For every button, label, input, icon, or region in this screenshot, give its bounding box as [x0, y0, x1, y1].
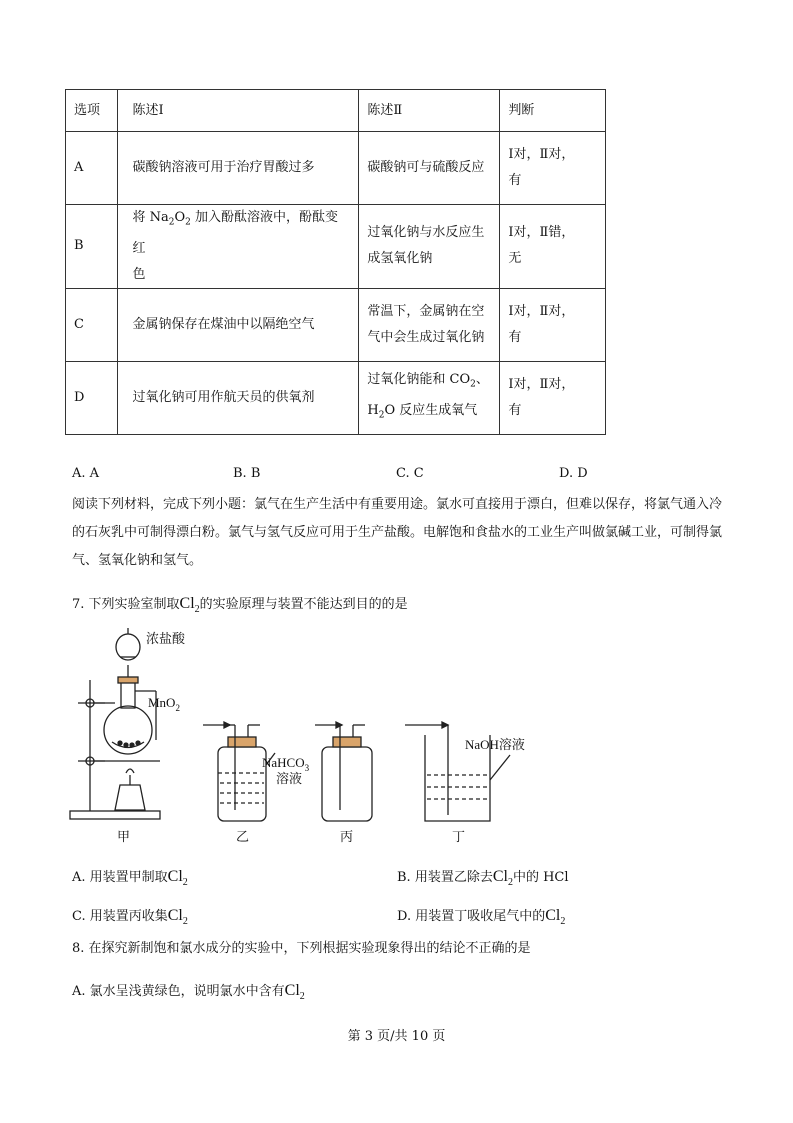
table-row — [66, 205, 606, 289]
page-footer: 第 3 页/共 10 页 — [347, 1029, 446, 1044]
table-header-row — [66, 90, 606, 132]
row-judgment: Ⅰ对，Ⅱ对， 有 — [500, 288, 606, 361]
q7-option-b[interactable]: B. 用装置乙除去$Cl_2$中的 HCl — [397, 868, 569, 889]
row-option: D — [66, 361, 118, 434]
row-option: B — [66, 205, 118, 289]
row-option: A — [66, 132, 118, 205]
q7-stem: 7. 下列实验室制取$Cl_2$的实验原理与装置不能达到目的的是 — [72, 595, 408, 616]
label-nahco3: NaHCO$_3$ — [262, 755, 310, 773]
label-mno2: MnO$_2$ — [148, 695, 180, 713]
alcohol-lamp — [115, 785, 145, 810]
label-ding: 丁 — [452, 829, 466, 844]
q7-option-c[interactable]: C. 用装置丙收集$Cl_2$ — [72, 907, 188, 928]
reading-material: 阅读下列材料，完成下列小题：氯气在生产生活中有重要用途。氯水可直接用于漂白，但难以保存，将氯气通入冷的石灰乳中可制得漂白粉。氯气与氢气反应可用于生产盐酸。电解饱和食盐水的工业生产叫做氯碱工业，可制得氯气、氢氧化钠和氢气。 — [72, 497, 723, 568]
collecting-bottle — [322, 747, 372, 821]
header-statement-2: 陈述Ⅱ — [359, 90, 500, 132]
q6-option-a[interactable]: A. A — [72, 466, 100, 481]
row-statement-2: 常温下，金属钠在空 气中会生成过氧化钠 — [359, 288, 500, 361]
q6-option-b[interactable]: B. B — [233, 466, 261, 481]
row-statement-2: 碳酸钠可与硫酸反应 — [359, 132, 500, 205]
stand-base — [70, 811, 160, 819]
label-solution: 溶液 — [276, 771, 303, 786]
row-judgment: Ⅰ对，Ⅱ错， 无 — [500, 205, 606, 289]
row-statement-1: 金属钠保存在煤油中以隔绝空气 — [118, 288, 359, 361]
label-jia: 甲 — [117, 829, 131, 844]
round-bottom-flask — [104, 706, 152, 754]
row-judgment: Ⅰ对，Ⅱ对， 有 — [500, 132, 606, 205]
q8-option-a[interactable]: A. 氯水呈浅黄绿色，说明氯水中含有$Cl_2$ — [72, 982, 305, 1003]
header-option: 选项 — [66, 90, 118, 132]
row-statement-1: 过氧化钠可用作航天员的供氧剂 — [118, 361, 359, 434]
q6-option-c[interactable]: C. C — [396, 466, 424, 481]
row-statement-1: 将 $Na_2O_2$ 加入酚酞溶液中，酚酞变红 色 — [118, 205, 359, 289]
header-statement-1: 陈述Ⅰ — [118, 90, 359, 132]
row-statement-2: 过氧化钠与水反应生 成氢氧化钠 — [359, 205, 500, 289]
row-statement-1: 碳酸钠溶液可用于治疗胃酸过多 — [118, 132, 359, 205]
table-row — [66, 288, 606, 361]
separatory-funnel — [116, 634, 140, 660]
q6-option-d[interactable]: D. D — [559, 466, 588, 481]
label-yi: 乙 — [236, 829, 250, 844]
apparatus-figure — [60, 625, 580, 855]
table-row — [66, 132, 606, 205]
gas-washing-bottle — [218, 747, 266, 821]
q7-option-d[interactable]: D. 用装置丁吸收尾气中的$Cl_2$ — [397, 907, 566, 928]
row-option: C — [66, 288, 118, 361]
q8-stem: 8. 在探究新制饱和氯水成分的实验中，下列根据实验现象得出的结论不正确的是 — [72, 941, 531, 956]
comparison-table — [65, 89, 606, 435]
label-naoh: NaOH溶液 — [465, 737, 525, 752]
table-row — [66, 361, 606, 434]
row-judgment: Ⅰ对，Ⅱ对， 有 — [500, 361, 606, 434]
q7-option-a[interactable]: A. 用装置甲制取$Cl_2$ — [72, 868, 188, 889]
header-judgment: 判断 — [500, 90, 606, 132]
label-bing: 丙 — [340, 829, 354, 844]
row-statement-2: 过氧化钠能和 $CO_2$、 $H_2O$ 反应生成氧气 — [359, 361, 500, 434]
label-hcl: 浓盐酸 — [146, 631, 186, 646]
